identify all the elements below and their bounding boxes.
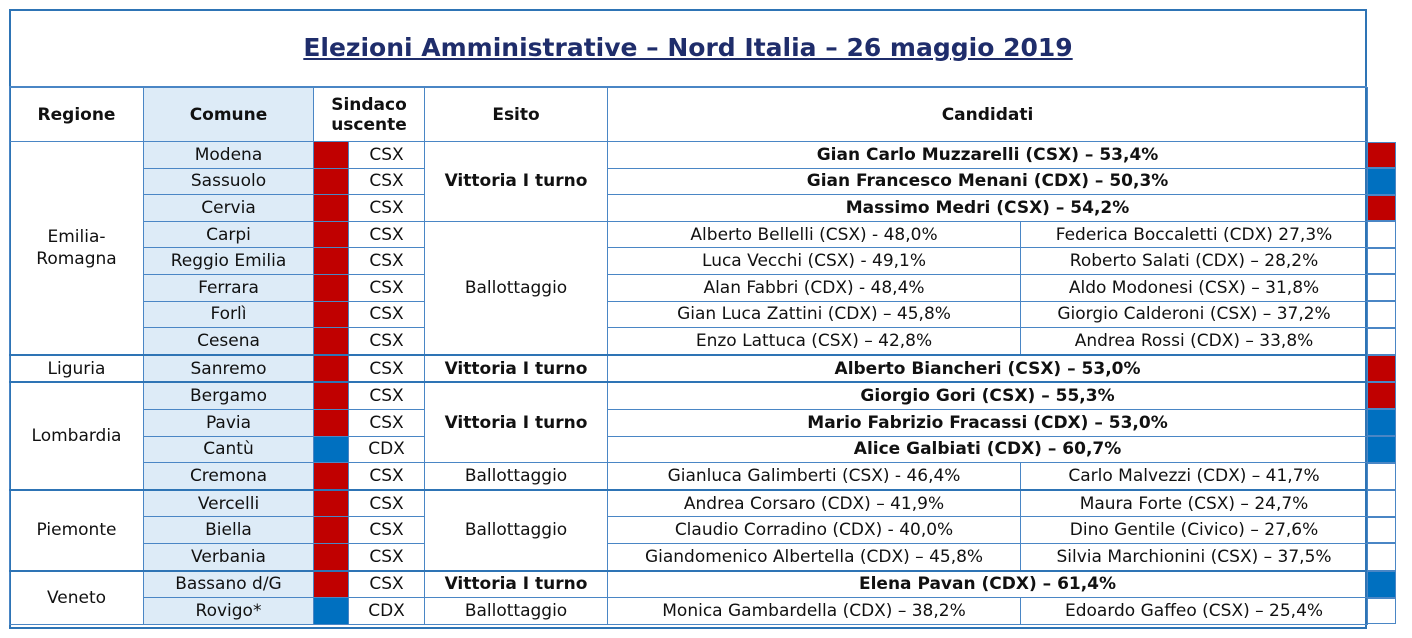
winner-party-marker (1367, 409, 1396, 436)
header-row (10, 88, 1368, 142)
candidate-2-cell: Andrea Rossi (CDX) – 33,8% (1021, 328, 1368, 355)
winner-party-marker (1367, 517, 1396, 544)
table-row (10, 142, 1368, 169)
header-comune: Comune (144, 88, 314, 142)
candidate-2-cell: Maura Forte (CSX) – 24,7% (1021, 490, 1368, 517)
page-title-box (9, 9, 1367, 87)
comune-cell: Rovigo* (144, 598, 314, 625)
sindaco-uscente-swatch (314, 328, 349, 355)
esito-cell: Vittoria I turno (425, 142, 608, 222)
regione-cell: Emilia-Romagna (10, 142, 144, 355)
comune-cell: Forlì (144, 301, 314, 328)
winner-party-marker (1367, 221, 1396, 248)
comune-cell: Reggio Emilia (144, 248, 314, 275)
winner-party-marker (1367, 463, 1396, 490)
winner-party-marker (1367, 248, 1396, 275)
comune-cell: Sassuolo (144, 168, 314, 195)
winner-cell: Gian Carlo Muzzarelli (CSX) – 53,4% (608, 142, 1368, 169)
sindaco-uscente-swatch (314, 409, 349, 436)
table-row (10, 463, 1368, 490)
winner-party-marker (1367, 490, 1396, 517)
candidate-1-cell: Giandomenico Albertella (CDX) – 45,8% (608, 543, 1021, 570)
table-row (10, 248, 1368, 275)
esito-cell: Ballottaggio (425, 598, 608, 625)
winner-party-marker (1367, 274, 1396, 301)
table-row (10, 168, 1368, 195)
comune-cell: Bassano d/G (144, 571, 314, 598)
sindaco-uscente-party: CSX (349, 195, 425, 222)
comune-cell: Bergamo (144, 382, 314, 409)
candidate-1-cell: Gian Luca Zattini (CDX) – 45,8% (608, 301, 1021, 328)
sindaco-uscente-swatch (314, 142, 349, 169)
winner-cell: Giorgio Gori (CSX) – 55,3% (608, 382, 1368, 409)
table-row (10, 301, 1368, 328)
table-row (10, 436, 1368, 463)
candidate-2-cell: Aldo Modonesi (CSX) – 31,8% (1021, 274, 1368, 301)
candidate-2-cell: Federica Boccaletti (CDX) 27,3% (1021, 221, 1368, 248)
winner-party-marker (1367, 382, 1396, 409)
table-row (10, 571, 1368, 598)
candidate-1-cell: Alan Fabbri (CDX) - 48,4% (608, 274, 1021, 301)
comune-cell: Vercelli (144, 490, 314, 517)
table-row (10, 409, 1368, 436)
winner-party-marker (1367, 195, 1396, 222)
candidate-2-cell: Silvia Marchionini (CSX) – 37,5% (1021, 543, 1368, 570)
winner-party-marker (1367, 301, 1396, 328)
sindaco-uscente-swatch (314, 355, 349, 383)
winner-party-marker (1367, 598, 1396, 625)
sindaco-uscente-swatch (314, 248, 349, 275)
regione-cell: Piemonte (10, 490, 144, 571)
results-table (9, 87, 1368, 625)
sindaco-uscente-swatch (314, 195, 349, 222)
comune-cell: Cervia (144, 195, 314, 222)
sindaco-uscente-swatch (314, 490, 349, 517)
candidate-2-cell: Dino Gentile (Civico) – 27,6% (1021, 517, 1368, 544)
sindaco-uscente-swatch (314, 382, 349, 409)
sindaco-uscente-swatch (314, 221, 349, 248)
regione-cell: Lombardia (10, 382, 144, 489)
candidate-1-cell: Luca Vecchi (CSX) - 49,1% (608, 248, 1021, 275)
table-row (10, 328, 1368, 355)
table-row (10, 490, 1368, 517)
header-esito: Esito (425, 88, 608, 142)
results-body (10, 142, 1368, 625)
table-row (10, 517, 1368, 544)
table-row (10, 382, 1368, 409)
candidate-2-cell: Carlo Malvezzi (CDX) – 41,7% (1021, 463, 1368, 490)
sindaco-uscente-party: CSX (349, 463, 425, 490)
comune-cell: Biella (144, 517, 314, 544)
winner-cell: Gian Francesco Menani (CDX) – 50,3% (608, 168, 1368, 195)
winner-party-marker (1367, 571, 1396, 598)
sindaco-uscente-swatch (314, 463, 349, 490)
sindaco-uscente-party: CSX (349, 274, 425, 301)
winner-party-marker (1367, 142, 1396, 169)
sindaco-uscente-party: CSX (349, 382, 425, 409)
sindaco-uscente-party: CSX (349, 248, 425, 275)
regione-cell: Veneto (10, 571, 144, 625)
table-row (10, 221, 1368, 248)
table-row (10, 274, 1368, 301)
comune-cell: Verbania (144, 543, 314, 570)
winner-party-marker (1367, 436, 1396, 463)
esito-cell: Ballottaggio (425, 490, 608, 571)
sindaco-uscente-party: CSX (349, 328, 425, 355)
esito-cell: Vittoria I turno (425, 382, 608, 462)
comune-cell: Pavia (144, 409, 314, 436)
sindaco-uscente-swatch (314, 301, 349, 328)
winner-cell: Alberto Biancheri (CSX) – 53,0% (608, 355, 1368, 383)
regione-cell: Liguria (10, 355, 144, 383)
winner-party-marker (1367, 328, 1396, 355)
comune-cell: Modena (144, 142, 314, 169)
comune-cell: Cantù (144, 436, 314, 463)
page-title: Elezioni Amministrative – Nord Italia – 26 maggio 2019 (303, 33, 1073, 62)
winner-party-marker (1367, 168, 1396, 195)
esito-cell: Ballottaggio (425, 221, 608, 354)
candidate-1-cell: Alberto Bellelli (CSX) - 48,0% (608, 221, 1021, 248)
sindaco-uscente-party: CDX (349, 598, 425, 625)
comune-cell: Carpi (144, 221, 314, 248)
sindaco-uscente-party: CSX (349, 571, 425, 598)
esito-cell: Vittoria I turno (425, 571, 608, 598)
sindaco-uscente-party: CSX (349, 543, 425, 570)
header-sindaco-uscente: Sindaco uscente (314, 88, 425, 142)
candidate-1-cell: Enzo Lattuca (CSX) – 42,8% (608, 328, 1021, 355)
sindaco-uscente-party: CSX (349, 517, 425, 544)
sindaco-uscente-party: CSX (349, 409, 425, 436)
table-row (10, 355, 1368, 383)
comune-cell: Cremona (144, 463, 314, 490)
sindaco-uscente-swatch (314, 436, 349, 463)
sindaco-uscente-party: CDX (349, 436, 425, 463)
sindaco-uscente-swatch (314, 517, 349, 544)
sindaco-uscente-party: CSX (349, 355, 425, 383)
sindaco-uscente-swatch (314, 571, 349, 598)
winner-party-marker (1367, 543, 1396, 570)
comune-cell: Cesena (144, 328, 314, 355)
comune-cell: Sanremo (144, 355, 314, 383)
winner-party-marker (1367, 355, 1396, 383)
winner-cell: Massimo Medri (CSX) – 54,2% (608, 195, 1368, 222)
candidate-1-cell: Andrea Corsaro (CDX) – 41,9% (608, 490, 1021, 517)
sindaco-uscente-swatch (314, 274, 349, 301)
sindaco-uscente-party: CSX (349, 221, 425, 248)
sindaco-uscente-swatch (314, 543, 349, 570)
comune-cell: Ferrara (144, 274, 314, 301)
winner-cell: Elena Pavan (CDX) – 61,4% (608, 571, 1368, 598)
table-row (10, 543, 1368, 570)
sindaco-uscente-swatch (314, 168, 349, 195)
candidate-1-cell: Claudio Corradino (CDX) - 40,0% (608, 517, 1021, 544)
header-candidati: Candidati (608, 88, 1368, 142)
candidate-1-cell: Gianluca Galimberti (CSX) - 46,4% (608, 463, 1021, 490)
sindaco-uscente-party: CSX (349, 168, 425, 195)
header-regione: Regione (10, 88, 144, 142)
sindaco-uscente-party: CSX (349, 301, 425, 328)
candidate-2-cell: Roberto Salati (CDX) – 28,2% (1021, 248, 1368, 275)
sindaco-uscente-party: CSX (349, 490, 425, 517)
candidate-2-cell: Giorgio Calderoni (CSX) – 37,2% (1021, 301, 1368, 328)
table-row (10, 195, 1368, 222)
winner-cell: Mario Fabrizio Fracassi (CDX) – 53,0% (608, 409, 1368, 436)
winner-cell: Alice Galbiati (CDX) – 60,7% (608, 436, 1368, 463)
sindaco-uscente-party: CSX (349, 142, 425, 169)
sindaco-uscente-swatch (314, 598, 349, 625)
esito-cell: Vittoria I turno (425, 355, 608, 383)
candidate-1-cell: Monica Gambardella (CDX) – 38,2% (608, 598, 1021, 625)
esito-cell: Ballottaggio (425, 463, 608, 490)
table-row (10, 598, 1368, 625)
candidate-2-cell: Edoardo Gaffeo (CSX) – 25,4% (1021, 598, 1368, 625)
